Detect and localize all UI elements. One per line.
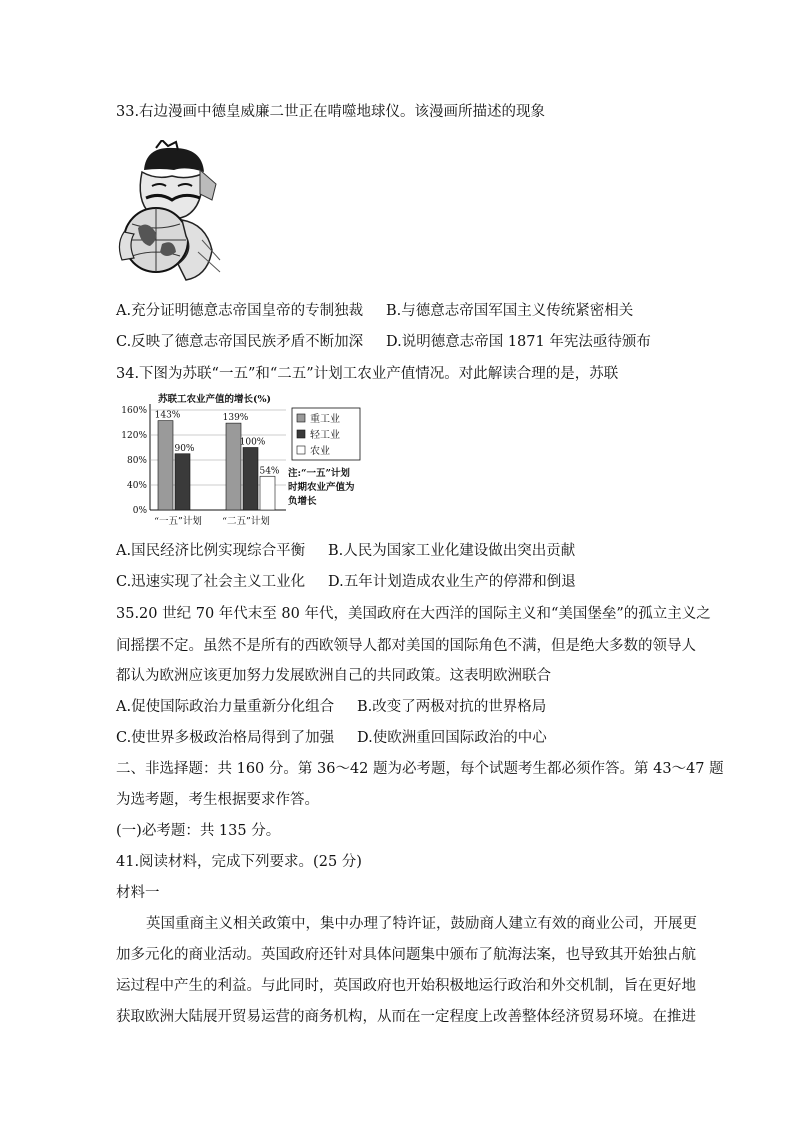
q34-option-d[interactable]: D.五年计划造成农业生产的停滞和倒退 bbox=[328, 574, 576, 590]
y-tick-label: 0% bbox=[132, 506, 147, 516]
bar-value-label: 143% bbox=[154, 410, 181, 421]
q34-options-row2 bbox=[116, 572, 576, 592]
bar-重工业 bbox=[226, 423, 241, 510]
chart-title: 苏联工农业产值的增长(%) bbox=[158, 394, 272, 405]
material-one-para-line2: 加多元化的商业活动。英国政府还针对具体问题集中颁布了航海法案，也导致其开始独占航 bbox=[116, 947, 696, 963]
legend-swatch bbox=[297, 430, 305, 438]
q34-option-a[interactable]: A.国民经济比例实现综合平衡 bbox=[116, 543, 306, 559]
q35-option-d[interactable]: D.使欧洲重回国际政治的中心 bbox=[357, 730, 547, 746]
bar-value-label: 139% bbox=[222, 413, 249, 424]
bar-轻工业 bbox=[175, 454, 190, 510]
bar-重工业 bbox=[158, 421, 173, 510]
q35-stem-line1: 35.20 世纪 70 年代末至 80 年代，美国政府在大西洋的国际主义和“美国堡垒”的孤立主义之 bbox=[116, 606, 711, 622]
y-tick-label: 120% bbox=[121, 431, 147, 441]
note-line: 负增长 bbox=[288, 496, 317, 507]
y-tick-label: 80% bbox=[126, 456, 147, 466]
q34-options-row1 bbox=[116, 541, 575, 561]
legend-label: 重工业 bbox=[310, 414, 340, 425]
x-category-label: “二五”计划 bbox=[222, 516, 270, 527]
q33-options-row1 bbox=[116, 301, 633, 321]
x-category-label: “一五”计划 bbox=[154, 516, 202, 527]
q35-option-a[interactable]: A.促使国际政治力量重新分化组合 bbox=[116, 699, 335, 715]
y-tick-label: 40% bbox=[126, 481, 147, 491]
industry-agriculture-growth-chart bbox=[116, 390, 372, 530]
q34-option-b[interactable]: B.人民为国家工业化建设做出突出贡献 bbox=[328, 543, 576, 559]
legend-swatch bbox=[297, 446, 305, 454]
material-one-para-line1: 英国重商主义相关政策中，集中办理了特许证，鼓励商人建立有效的商业公司，开展更 bbox=[146, 916, 697, 932]
q41-stem: 41.阅读材料，完成下列要求。(25 分) bbox=[116, 854, 362, 870]
part2-heading-line1: 二、非选择题：共 160 分。第 36～42 题为必考题，每个试题考生都必须作答。第 43～47 题 bbox=[116, 761, 724, 777]
q34-stem: 34.下图为苏联“一五”和“二五”计划工农业产值情况。对此解读合理的是，苏联 bbox=[116, 366, 619, 382]
q33-stem: 33.右边漫画中德皇威廉二世正在啃噬地球仪。该漫画所描述的现象 bbox=[116, 104, 546, 120]
legend-label: 农业 bbox=[310, 446, 330, 457]
required-section-heading: (一)必考题：共 135 分。 bbox=[116, 823, 281, 839]
legend-label: 轻工业 bbox=[310, 430, 340, 441]
q33-option-d[interactable]: D.说明德意志帝国 1871 年宪法亟待颁布 bbox=[386, 334, 651, 350]
bar-labels-group bbox=[155, 411, 280, 477]
note-line: 时期农业产值为 bbox=[288, 482, 355, 493]
q35-options-row1 bbox=[116, 697, 546, 717]
legend-swatch bbox=[297, 414, 305, 422]
bars-group bbox=[158, 421, 275, 510]
bar-value-label: 54% bbox=[259, 466, 280, 477]
x-axis-labels bbox=[154, 515, 270, 527]
bar-轻工业 bbox=[243, 448, 258, 511]
y-tick-label: 160% bbox=[121, 406, 147, 416]
chart-note bbox=[288, 467, 355, 507]
q35-stem-line2: 间摇摆不定。虽然不是所有的西欧领导人都对美国的国际角色不满，但是绝大多数的领导人 bbox=[116, 638, 696, 654]
kaiser-cartoon-image bbox=[116, 140, 222, 286]
q34-option-c[interactable]: C.迅速实现了社会主义工业化 bbox=[116, 574, 306, 590]
material-one-para-line3: 运过程中产生的利益。与此同时，英国政府也开始积极地运行政治和外交机制，旨在更好地 bbox=[116, 978, 696, 994]
material-one-label: 材料一 bbox=[116, 885, 160, 901]
q33-option-a[interactable]: A.充分证明德意志帝国皇帝的专制独裁 bbox=[116, 303, 364, 319]
q33-option-b[interactable]: B.与德意志帝国军国主义传统紧密相关 bbox=[386, 303, 634, 319]
bar-value-label: 90% bbox=[174, 443, 195, 454]
q33-options-row2 bbox=[116, 332, 651, 352]
note-line: 注:“一五”计划 bbox=[288, 468, 350, 479]
material-one-para-line4: 获取欧洲大陆展开贸易运营的商务机构，从而在一定程度上改善整体经济贸易环境。在推进 bbox=[116, 1009, 696, 1025]
bar-农业 bbox=[260, 476, 275, 510]
part2-heading-line2: 为选考题，考生根据要求作答。 bbox=[116, 792, 319, 808]
q33-option-c[interactable]: C.反映了德意志帝国民族矛盾不断加深 bbox=[116, 334, 364, 350]
q35-option-c[interactable]: C.使世界多极政治格局得到了加强 bbox=[116, 730, 335, 746]
q35-options-row2 bbox=[116, 728, 547, 748]
chart-legend bbox=[292, 408, 360, 460]
bar-value-label: 100% bbox=[239, 437, 266, 448]
q35-option-b[interactable]: B.改变了两极对抗的世界格局 bbox=[357, 699, 547, 715]
q35-stem-line3: 都认为欧洲应该更加努力发展欧洲自己的共同政策。这表明欧洲联合 bbox=[116, 668, 551, 684]
